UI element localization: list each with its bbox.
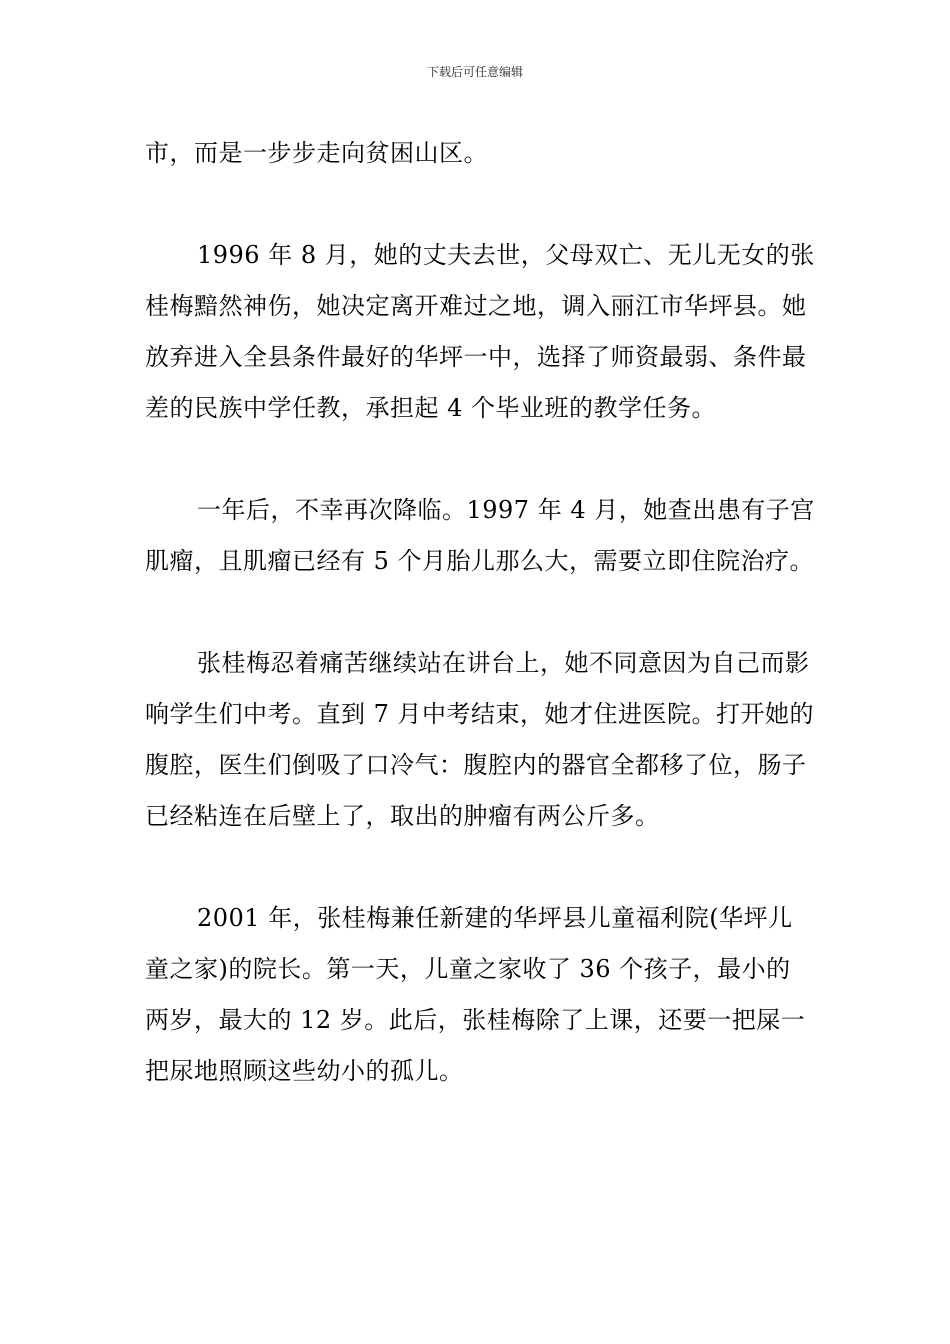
document-body	[145, 128, 815, 1097]
paragraph-spacer	[145, 587, 815, 638]
paragraph-1: 市，而是一步步走向贫困山区。	[145, 139, 488, 167]
page-header: 下载后可任意编辑	[426, 65, 523, 79]
paragraph-3: 一年后，不幸再次降临。1997 年 4 月，她查出患有子宫肌瘤，且肌瘤已经有 5 个月胎儿那么大，需要立即住院治疗。	[145, 496, 815, 575]
paragraph-spacer	[145, 434, 815, 485]
paragraph-spacer	[145, 842, 815, 893]
paragraph-spacer	[145, 179, 815, 230]
paragraph-5: 2001 年，张桂梅兼任新建的华坪县儿童福利院(华坪儿童之家)的院长。第一天，儿童之家收了 36 个孩子，最小的两岁，最大的 12 岁。此后，张桂梅除了上课，还要一把屎一把尿地照顾这些幼小的孤儿。	[145, 904, 806, 1085]
paragraph-2: 1996 年 8 月，她的丈夫去世，父母双亡、无儿无女的张桂梅黯然神伤，她决定离开难过之地，调入丽江市华坪县。她放弃进入全县条件最好的华坪一中，选择了师资最弱、条件最差的民族中学任教，承担起 4 个毕业班的教学任务。	[145, 241, 815, 422]
paragraph-4: 张桂梅忍着痛苦继续站在讲台上，她不同意因为自己而影响学生们中考。直到 7 月中考结束，她才住进医院。打开她的腹腔，医生们倒吸了口冷气：腹腔内的器官全都移了位，肠子已经粘连在后壁上了，取出的肿瘤有两公斤多。	[145, 649, 815, 830]
